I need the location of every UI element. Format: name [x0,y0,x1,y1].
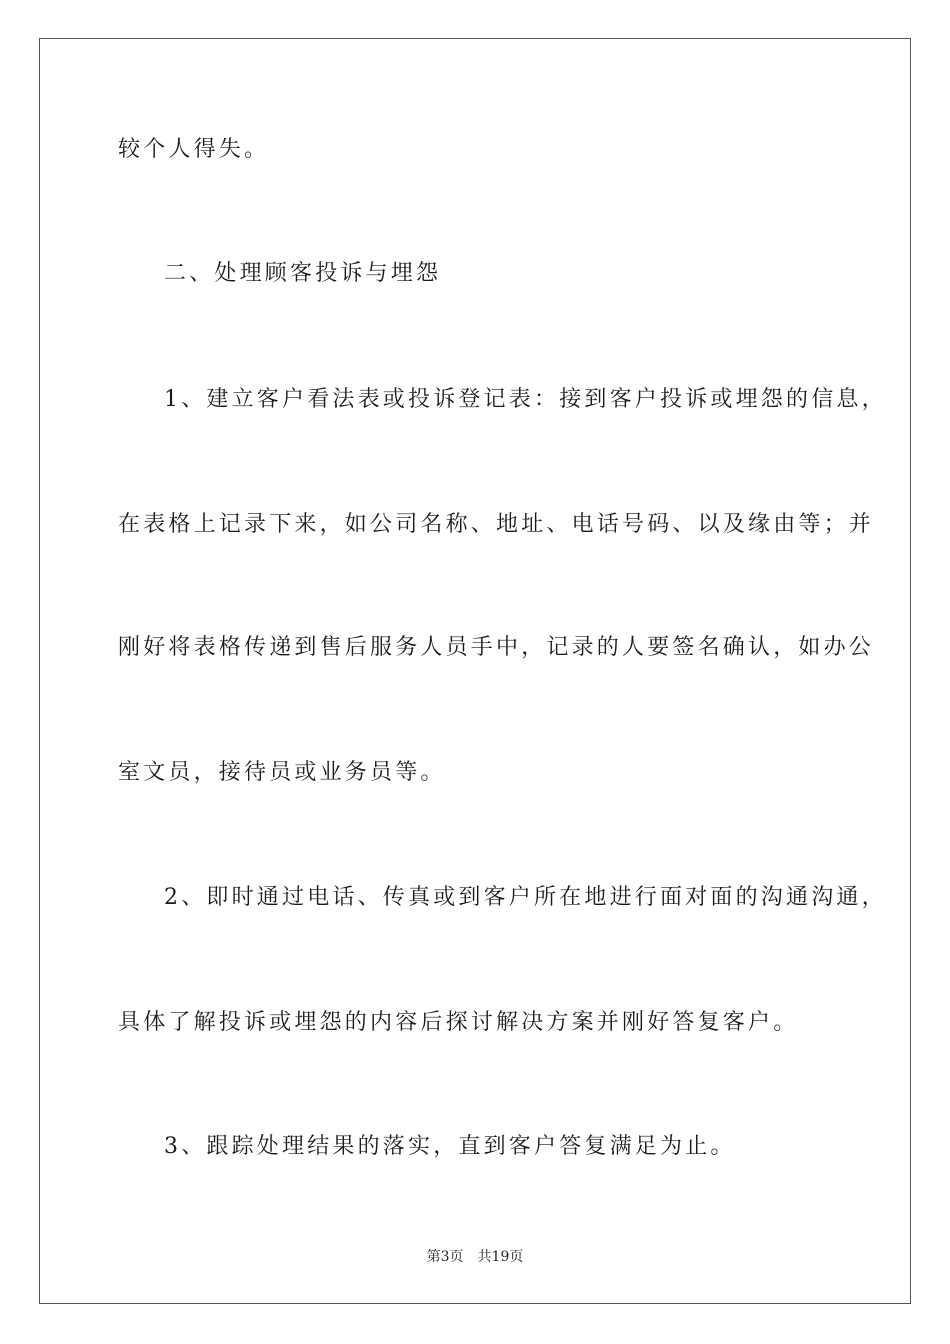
list-item-2-line: 2、即时通过电话、传真或到客户所在地进行面对面的沟通沟通， [164,885,887,910]
list-item-1-line: 在表格上记录下来，如公司名称、地址、电话号码、以及缘由等；并 [118,512,875,537]
list-item-1-line: 1、建立客户看法表或投诉登记表：接到客户投诉或埋怨的信息， [164,387,887,412]
section-heading: 二、处理顾客投诉与埋怨 [164,261,442,286]
page-number: 第3页 [426,1249,464,1265]
list-item-1-line: 刚好将表格传递到售后服务人员手中，记录的人要签名确认，如办公 [118,635,875,660]
list-item-1-line: 室文员，接待员或业务员等。 [118,760,446,785]
list-item-3-line: 3、跟踪处理结果的落实，直到客户答复满足为止。 [164,1134,736,1159]
list-item-2-line: 具体了解投诉或埋怨的内容后探讨解决方案并刚好答复客户。 [118,1010,799,1035]
body-text-line: 较个人得失。 [118,137,270,162]
page-footer [0,1248,950,1266]
page-border [39,38,911,1304]
page-total: 共19页 [477,1249,524,1265]
